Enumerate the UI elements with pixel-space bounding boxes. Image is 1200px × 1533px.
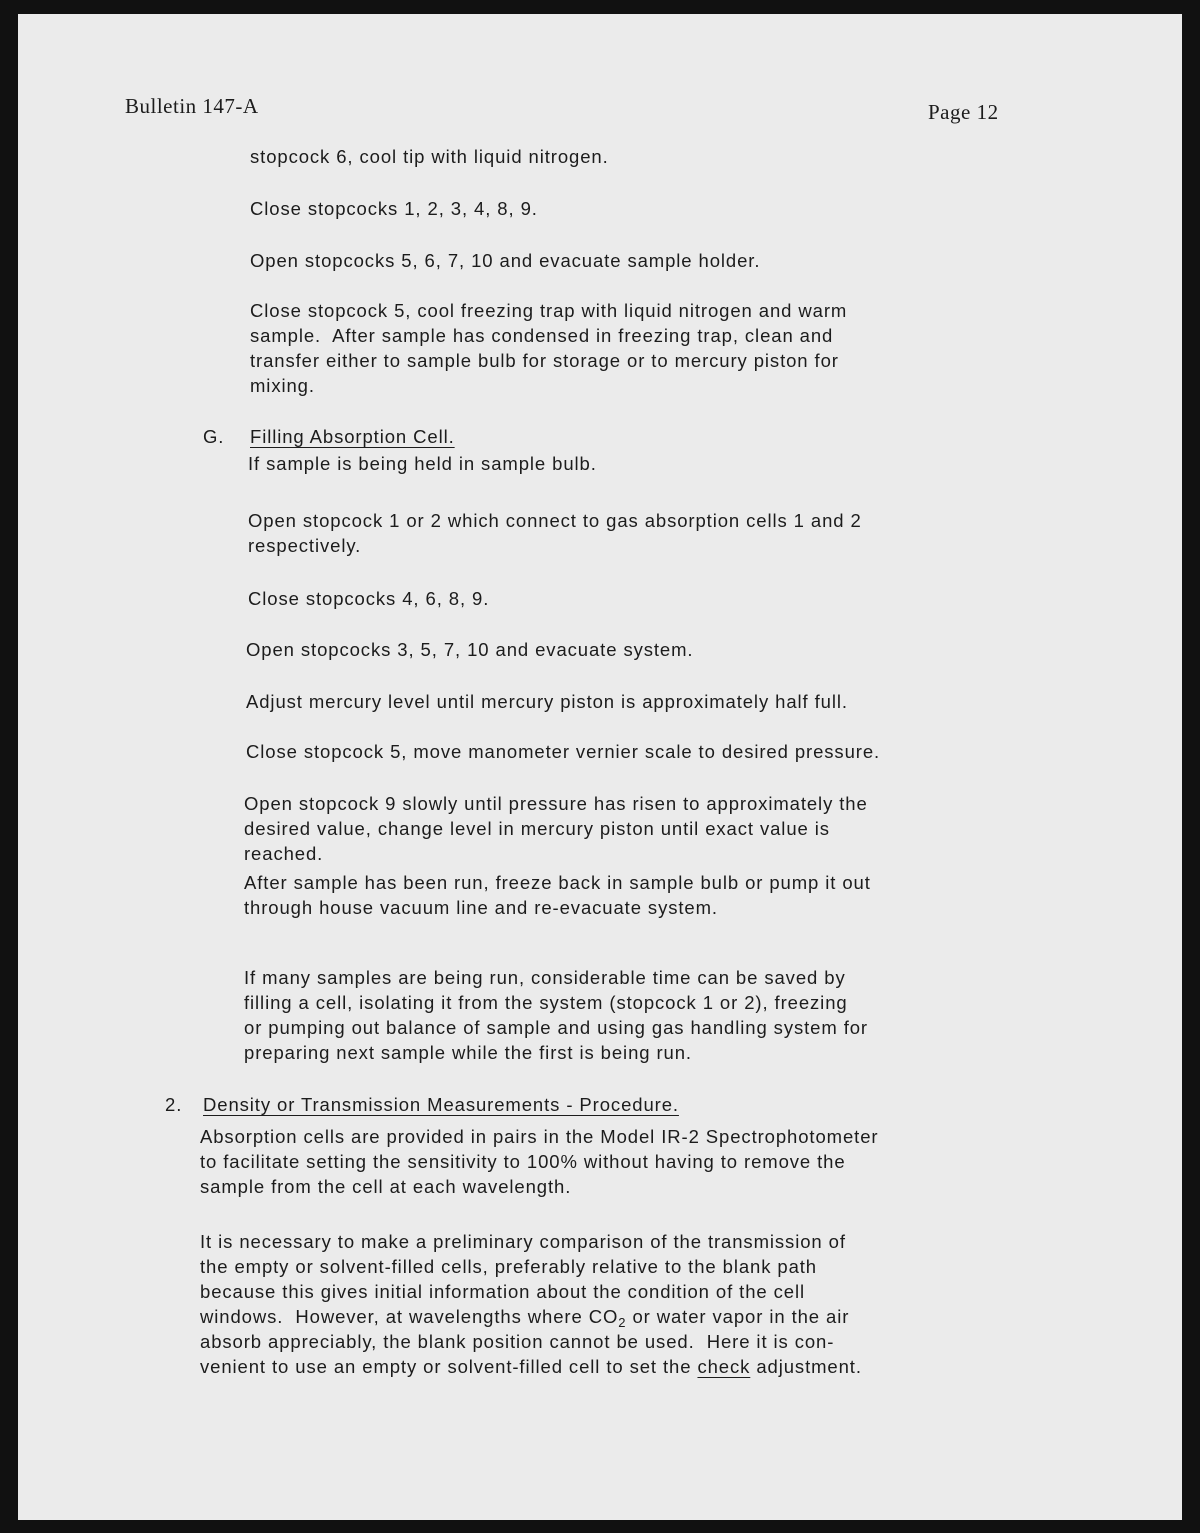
bulletin-number: Bulletin 147-A [125, 94, 259, 118]
paragraph [244, 870, 871, 920]
text-line: Open stopcocks 5, 6, 7, 10 and evacuate sample holder. [250, 250, 761, 271]
paragraph [246, 689, 848, 714]
text-line: mixing. [250, 375, 315, 396]
paragraph [250, 248, 760, 273]
section-g-heading: Filling Absorption Cell. [250, 426, 455, 447]
text-segment: or water vapor in the air [626, 1306, 850, 1327]
paragraph [246, 739, 880, 764]
text-line: Close stopcocks 1, 2, 3, 4, 8, 9. [250, 198, 538, 219]
paragraph [244, 791, 868, 866]
paragraph [250, 196, 538, 221]
text-line: Open stopcock 9 slowly until pressure has risen to approximately the [244, 793, 868, 814]
text-line: preparing next sample while the first is being run. [244, 1042, 692, 1063]
subscript: 2 [618, 1315, 627, 1330]
text-line: Open stopcocks 3, 5, 7, 10 and evacuate system. [246, 639, 694, 660]
text-segment: adjustment. [750, 1356, 862, 1377]
underlined-word: check [697, 1356, 751, 1377]
section-2-marker: 2. [165, 1094, 183, 1115]
section-2-heading: Density or Transmission Measurements - Procedure. [203, 1094, 679, 1115]
paragraph [246, 637, 693, 662]
text-line: Close stopcock 5, cool freezing trap with liquid nitrogen and warm [250, 300, 848, 321]
text-line: filling a cell, isolating it from the system (stopcock 1 or 2), freezing [244, 992, 848, 1013]
text-line: respectively. [248, 535, 362, 556]
text-line: reached. [244, 843, 324, 864]
paragraph [248, 451, 597, 476]
text-line: After sample has been run, freeze back in sample bulb or pump it out [244, 872, 871, 893]
text-line: Adjust mercury level until mercury piston is approximately half full. [246, 691, 848, 712]
paragraph [250, 298, 847, 398]
text-line: because this gives initial information about the condition of the cell [200, 1281, 805, 1302]
document-page [18, 14, 1182, 1520]
text-line: through house vacuum line and re-evacuate system. [244, 897, 718, 918]
section-g-marker: G. [203, 426, 225, 447]
text-line: Absorption cells are provided in pairs in the Model IR-2 Spectrophotometer [200, 1126, 879, 1147]
text-line [200, 1354, 862, 1379]
page-number: Page 12 [928, 100, 999, 124]
text-line: Close stopcock 5, move manometer vernier scale to desired pressure. [246, 741, 881, 762]
text-line: If sample is being held in sample bulb. [248, 453, 597, 474]
text-line: absorb appreciably, the blank position cannot be used. Here it is con- [200, 1331, 835, 1352]
text-line: It is necessary to make a preliminary comparison of the transmission of [200, 1231, 846, 1252]
text-line: If many samples are being run, considerable time can be saved by [244, 967, 846, 988]
text-line: to facilitate setting the sensitivity to 100% without having to remove the [200, 1151, 846, 1172]
text-line: transfer either to sample bulb for storage or to mercury piston for [250, 350, 839, 371]
text-line: Close stopcocks 4, 6, 8, 9. [248, 588, 490, 609]
text-line: or pumping out balance of sample and using gas handling system for [244, 1017, 868, 1038]
text-line: the empty or solvent-filled cells, preferably relative to the blank path [200, 1256, 817, 1277]
paragraph [248, 586, 489, 611]
text-line: desired value, change level in mercury piston until exact value is [244, 818, 830, 839]
paragraph [244, 965, 868, 1065]
paragraph [250, 144, 609, 169]
paragraph [200, 1124, 878, 1199]
text-segment: venient to use an empty or solvent-filled cell to set the [200, 1356, 698, 1377]
text-line: Open stopcock 1 or 2 which connect to gas absorption cells 1 and 2 [248, 510, 862, 531]
text-line [200, 1304, 862, 1329]
paragraph [248, 508, 862, 558]
text-line: sample. After sample has condensed in freezing trap, clean and [250, 325, 834, 346]
paragraph [200, 1229, 862, 1379]
text-line: stopcock 6, cool tip with liquid nitrogen. [250, 146, 609, 167]
text-segment: windows. However, at wavelengths where CO [200, 1306, 619, 1327]
text-line: sample from the cell at each wavelength. [200, 1176, 572, 1197]
